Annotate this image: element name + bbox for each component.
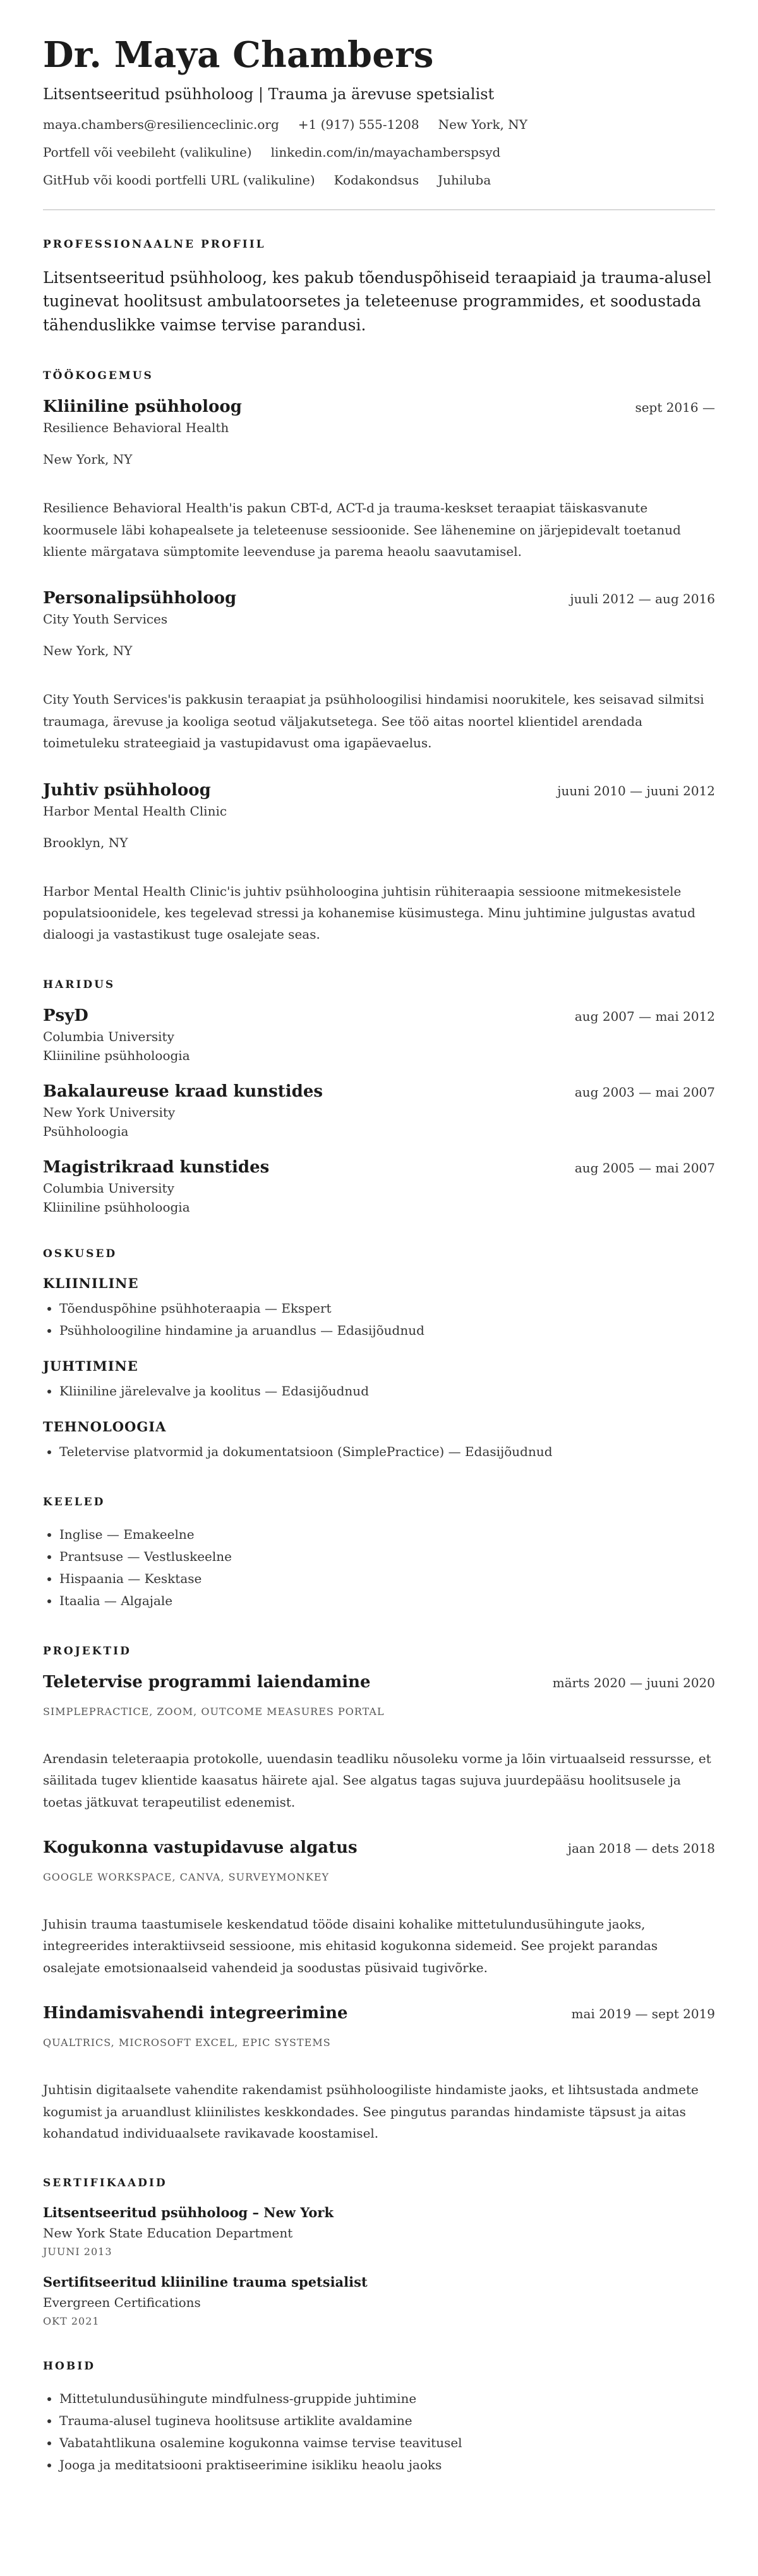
certification-issuer: Evergreen Certifications (43, 2295, 201, 2311)
contact-citizenship: Kodakondsus (334, 172, 419, 188)
job-entry (43, 781, 715, 946)
education-date: aug 2007 — mai 2012 (574, 1008, 715, 1024)
job-title: Kliiniline psühholoog (43, 397, 242, 417)
section-title: KEELED (43, 1495, 105, 1508)
language-item: • Inglise — Emakeelne (59, 1524, 715, 1546)
project-entry (43, 1673, 715, 1813)
job-date: sept 2016 — (635, 400, 715, 416)
skill-item: • Teletervise platvormid ja dokumentatsioon (SimplePractice) — Edasijõudnud (59, 1441, 715, 1463)
project-entry (43, 2004, 715, 2144)
job-entry (43, 397, 715, 562)
hobby-item: • Vabatahtlikuna osalemine kogukonna vaimse tervise teavitusel (59, 2432, 715, 2454)
education-entry (43, 1082, 715, 1139)
skill-list (43, 1380, 715, 1402)
skill-category: KLIINILINE (43, 1275, 139, 1291)
skill-item: • Psühholoogiline hindamine ja aruandlus — Edasijõudnud (59, 1320, 715, 1342)
job-summary: Resilience Behavioral Health'is pakun CBT-d, ACT-d ja trauma-keskset teraapiat täiskasvanute koormusele läbi kohapealsete ja teleteenuse sessioonide. See lähenemine on järjepidevalt toetanud kliente märgatava sümptomite leevenduse ja parema heaolu saavutamisel. (43, 500, 681, 560)
education-entry (43, 1006, 715, 1063)
skill-list (43, 1441, 715, 1463)
certification-date: JUUNI 2013 (43, 2246, 112, 2258)
skill-category: TEHNOLOOGIA (43, 1418, 167, 1435)
hobby-item: • Mittetulundusühingute mindfulness-gruppide juhtimine (59, 2388, 715, 2410)
experience-section (43, 370, 715, 946)
section-title: TÖÖKOGEMUS (43, 370, 153, 383)
contact-github: GitHub või koodi portfelli URL (valikuline) (43, 172, 315, 188)
section-title: PROFESSIONAALNE PROFIIL (43, 238, 266, 251)
field-of-study: Psühholoogia (43, 1123, 129, 1139)
profile-text: Litsentseeritud psühholoog, kes pakub tõenduspõhiseid teraapiaid ja trauma-alusel tuginevat hoolitsust ambulatoorsetes ja teleteenuse programmides, et soodustada tähenduslikke vaimse tervise parandusi. (43, 268, 712, 334)
certifications-section (43, 2177, 715, 2327)
hobbies-section (43, 2360, 715, 2476)
certification-issuer: New York State Education Department (43, 2225, 293, 2241)
language-item: • Itaalia — Algajale (59, 1590, 715, 1612)
project-summary: Juhisin trauma taastumisele keskendatud tööde disaini kohalike mittetulundusühingute jaoks, integreerides interaktiivseid sessioone, mis ehitasid kogukonna sidemeid. See projekt parandas osalejate emotsionaalseid vahendeid ja soodustas püsivaid tugivõrke. (43, 1916, 658, 1975)
headline: Litsentseeritud psühholoog | Trauma ja ärevuse spetsialist (43, 85, 495, 103)
project-title: Teletervise programmi laiendamine (43, 1672, 371, 1692)
education-entry (43, 1158, 715, 1215)
section-title: HARIDUS (43, 978, 116, 991)
school: New York University (43, 1104, 176, 1120)
project-summary: Juhtisin digitaalsete vahendite rakendamist psühholoogiliste hindamiste jaoks, et lihtsustada andmete kogumist ja aruandlust kliinilistes keskkondades. See pingutus parandas hindamiste täpsust ja aitas kohandatud individuaalsete ravikavade koostamisel. (43, 2082, 699, 2141)
project-tech: GOOGLE WORKSPACE, CANVA, SURVEYMONKEY (43, 1870, 330, 1883)
contact-location: New York, NY (438, 116, 527, 132)
hobby-list (43, 2388, 715, 2476)
certification-date: OKT 2021 (43, 2315, 100, 2328)
job-summary: Harbor Mental Health Clinic'is juhtiv psühholoogina juhtisin rühiteraapia sessioone mitmekesistele populatsioonidele, kes tegelevad stressi ja kohanemise küsimustega. Minu juhtimine julgustas avatud dialoogi ja vastastikust tuge osalejate seas. (43, 883, 695, 942)
certification-title: Sertifitseeritud kliiniline trauma spetsialist (43, 2274, 368, 2290)
job-summary: City Youth Services'is pakkusin teraapiat ja psühholoogilisi hindamisi noorukitele, kes seisavad silmitsi traumaga, ärevuse ja kooliga seotud väljakutsetega. See töö aitas noortel klientidel arendada toimetuleku strateegiaid ja vastupidavust oma igapäevaelus. (43, 692, 704, 751)
field-of-study: Kliiniline psühholoogia (43, 1199, 190, 1215)
section-title: OSKUSED (43, 1247, 117, 1260)
languages-section (43, 1496, 715, 1612)
project-title: Kogukonna vastupidavuse algatus (43, 1838, 358, 1857)
skill-item: • Tõenduspõhine psühhoteraapia — Ekspert (59, 1297, 715, 1320)
contact-row (43, 145, 715, 160)
hobby-item: • Trauma-alusel tugineva hoolitsuse artiklite avaldamine (59, 2410, 715, 2432)
project-tech: SIMPLEPRACTICE, ZOOM, OUTCOME MEASURES PORTAL (43, 1705, 385, 1718)
school: Columbia University (43, 1028, 174, 1044)
job-location: New York, NY (43, 452, 133, 467)
skill-category: JUHTIMINE (43, 1357, 138, 1374)
job-company: Harbor Mental Health Clinic (43, 803, 227, 819)
skills-section (43, 1248, 715, 1463)
project-entry (43, 1838, 715, 1978)
hobby-item: • Jooga ja meditatsiooni praktiseerimine isikliku heaolu jaoks (59, 2454, 715, 2476)
field-of-study: Kliiniline psühholoogia (43, 1047, 190, 1063)
education-date: aug 2003 — mai 2007 (574, 1084, 715, 1100)
certification-entry (43, 2205, 715, 2258)
job-company: Resilience Behavioral Health (43, 420, 229, 436)
candidate-name: Dr. Maya Chambers (43, 34, 434, 76)
contact-row (43, 117, 715, 132)
certification-title: Litsentseeritud psühholoog – New York (43, 2205, 334, 2221)
skill-item: • Kliiniline järelevalve ja koolitus — Edasijõudnud (59, 1380, 715, 1402)
job-location: Brooklyn, NY (43, 834, 128, 850)
contact-portfolio: Portfell või veebileht (valikuline) (43, 144, 252, 160)
project-date: jaan 2018 — dets 2018 (567, 1840, 715, 1856)
profile-section (43, 238, 715, 337)
language-item: • Hispaania — Kesktase (59, 1568, 715, 1590)
section-title: HOBID (43, 2360, 95, 2373)
job-title: Juhtiv psühholoog (43, 780, 211, 800)
degree: Bakalaureuse kraad kunstides (43, 1081, 323, 1101)
school: Columbia University (43, 1180, 174, 1196)
project-date: mai 2019 — sept 2019 (571, 2006, 715, 2022)
degree: PsyD (43, 1006, 88, 1025)
resume-header (43, 34, 715, 188)
job-entry (43, 589, 715, 754)
contact-email[interactable]: maya.chambers@resilienceclinic.org (43, 116, 279, 132)
certification-entry (43, 2274, 715, 2327)
project-tech: QUALTRICS, MICROSOFT EXCEL, EPIC SYSTEMS (43, 2037, 331, 2049)
language-list (43, 1524, 715, 1612)
project-date: märts 2020 — juuni 2020 (552, 1675, 715, 1690)
job-title: Personalipsühholoog (43, 589, 237, 608)
project-title: Hindamisvahendi integreerimine (43, 2004, 348, 2023)
language-item: • Prantsuse — Vestluskeelne (59, 1546, 715, 1568)
projects-section (43, 1645, 715, 2145)
project-summary: Arendasin teleteraapia protokolle, uuendasin teadliku nõusoleku vorme ja lõin virtuaalseid ressursse, et säilitada tugev klientide kaasatus häirete ajal. See algatus tagas sujuva juurdepääsu hoolitsusele ja toetas jätkuvat terapeutilist edenemist. (43, 1750, 711, 1810)
contact-phone[interactable]: +1 (917) 555-1208 (298, 116, 419, 132)
contact-linkedin[interactable]: linkedin.com/in/mayachamberspsyd (270, 144, 501, 160)
degree: Magistrikraad kunstides (43, 1157, 270, 1177)
contact-row (43, 172, 715, 188)
skill-list (43, 1297, 715, 1342)
section-title: SERTIFIKAADID (43, 2177, 167, 2190)
section-title: PROJEKTID (43, 1644, 131, 1658)
education-date: aug 2005 — mai 2007 (574, 1160, 715, 1176)
job-date: juuli 2012 — aug 2016 (570, 591, 715, 607)
contact-drivers-license: Juhiluba (438, 172, 491, 188)
education-section (43, 978, 715, 1215)
job-date: juuni 2010 — juuni 2012 (557, 783, 715, 798)
job-location: New York, NY (43, 643, 133, 659)
header-divider (43, 209, 715, 210)
job-company: City Youth Services (43, 611, 168, 627)
